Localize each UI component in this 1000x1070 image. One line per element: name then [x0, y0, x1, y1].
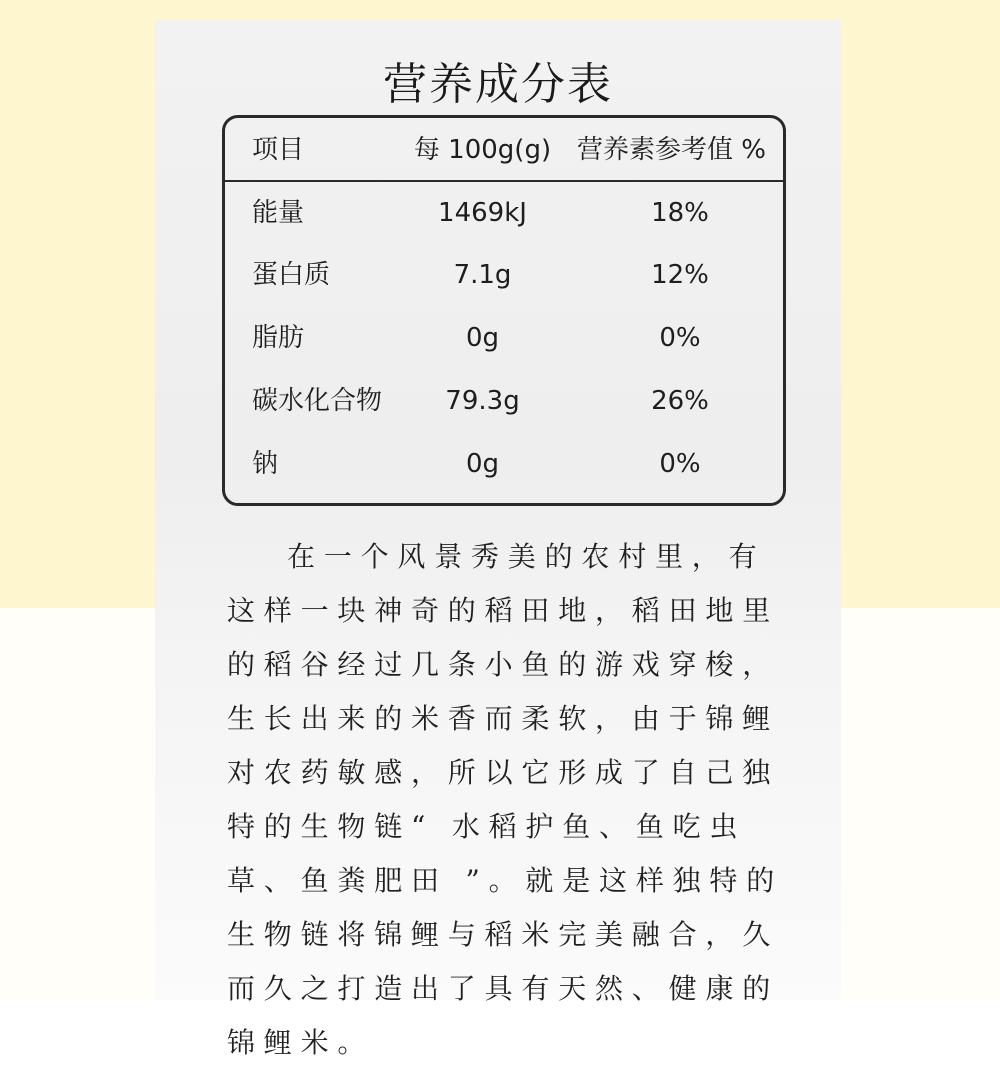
row-carbohydrate-label: 碳水化合物	[252, 386, 383, 416]
row-sodium-amount: 0g	[465, 449, 500, 479]
row-energy-nrv: 18%	[651, 198, 709, 228]
row-sodium-label: 钠	[252, 449, 279, 479]
story-paragraph: 在一个风景秀美的农村里，有这样一块神奇的稻田地，稻田地里的稻谷经过几条小鱼的游戏穿梭，生长出来的米香而柔软，由于锦鲤对农药敏感，所以它形成了自己独特的生物链“ 水稻护鱼、鱼吃虫草、鱼粪肥田 ”。就是这样独特的生物链将锦鲤与稻米完美融合，久而久之打造出了具有天然、健康的锦鲤米。	[227, 540, 784, 1059]
header-per-100g: 每 100g(g)	[413, 135, 552, 165]
story-text	[227, 530, 797, 1070]
row-carbohydrate-nrv: 26%	[651, 386, 709, 416]
row-protein-amount: 7.1g	[453, 260, 512, 290]
nutrition-card	[155, 20, 841, 1059]
header-divider	[225, 180, 783, 182]
page-title: 营养成分表	[383, 59, 613, 110]
row-energy-amount: 1469kJ	[438, 198, 527, 228]
header-nrv: 营养素参考值 %	[577, 135, 766, 165]
row-protein-nrv: 12%	[651, 260, 709, 290]
row-fat-nrv: 0%	[659, 323, 701, 353]
nutrition-table	[222, 115, 786, 506]
row-sodium-nrv: 0%	[659, 449, 701, 479]
row-protein-label: 蛋白质	[252, 260, 331, 290]
row-energy-label: 能量	[252, 198, 305, 228]
row-fat-amount: 0g	[465, 323, 500, 353]
row-fat-label: 脂肪	[252, 323, 305, 353]
header-item: 项目	[252, 135, 305, 165]
row-carbohydrate-amount: 79.3g	[445, 386, 520, 416]
